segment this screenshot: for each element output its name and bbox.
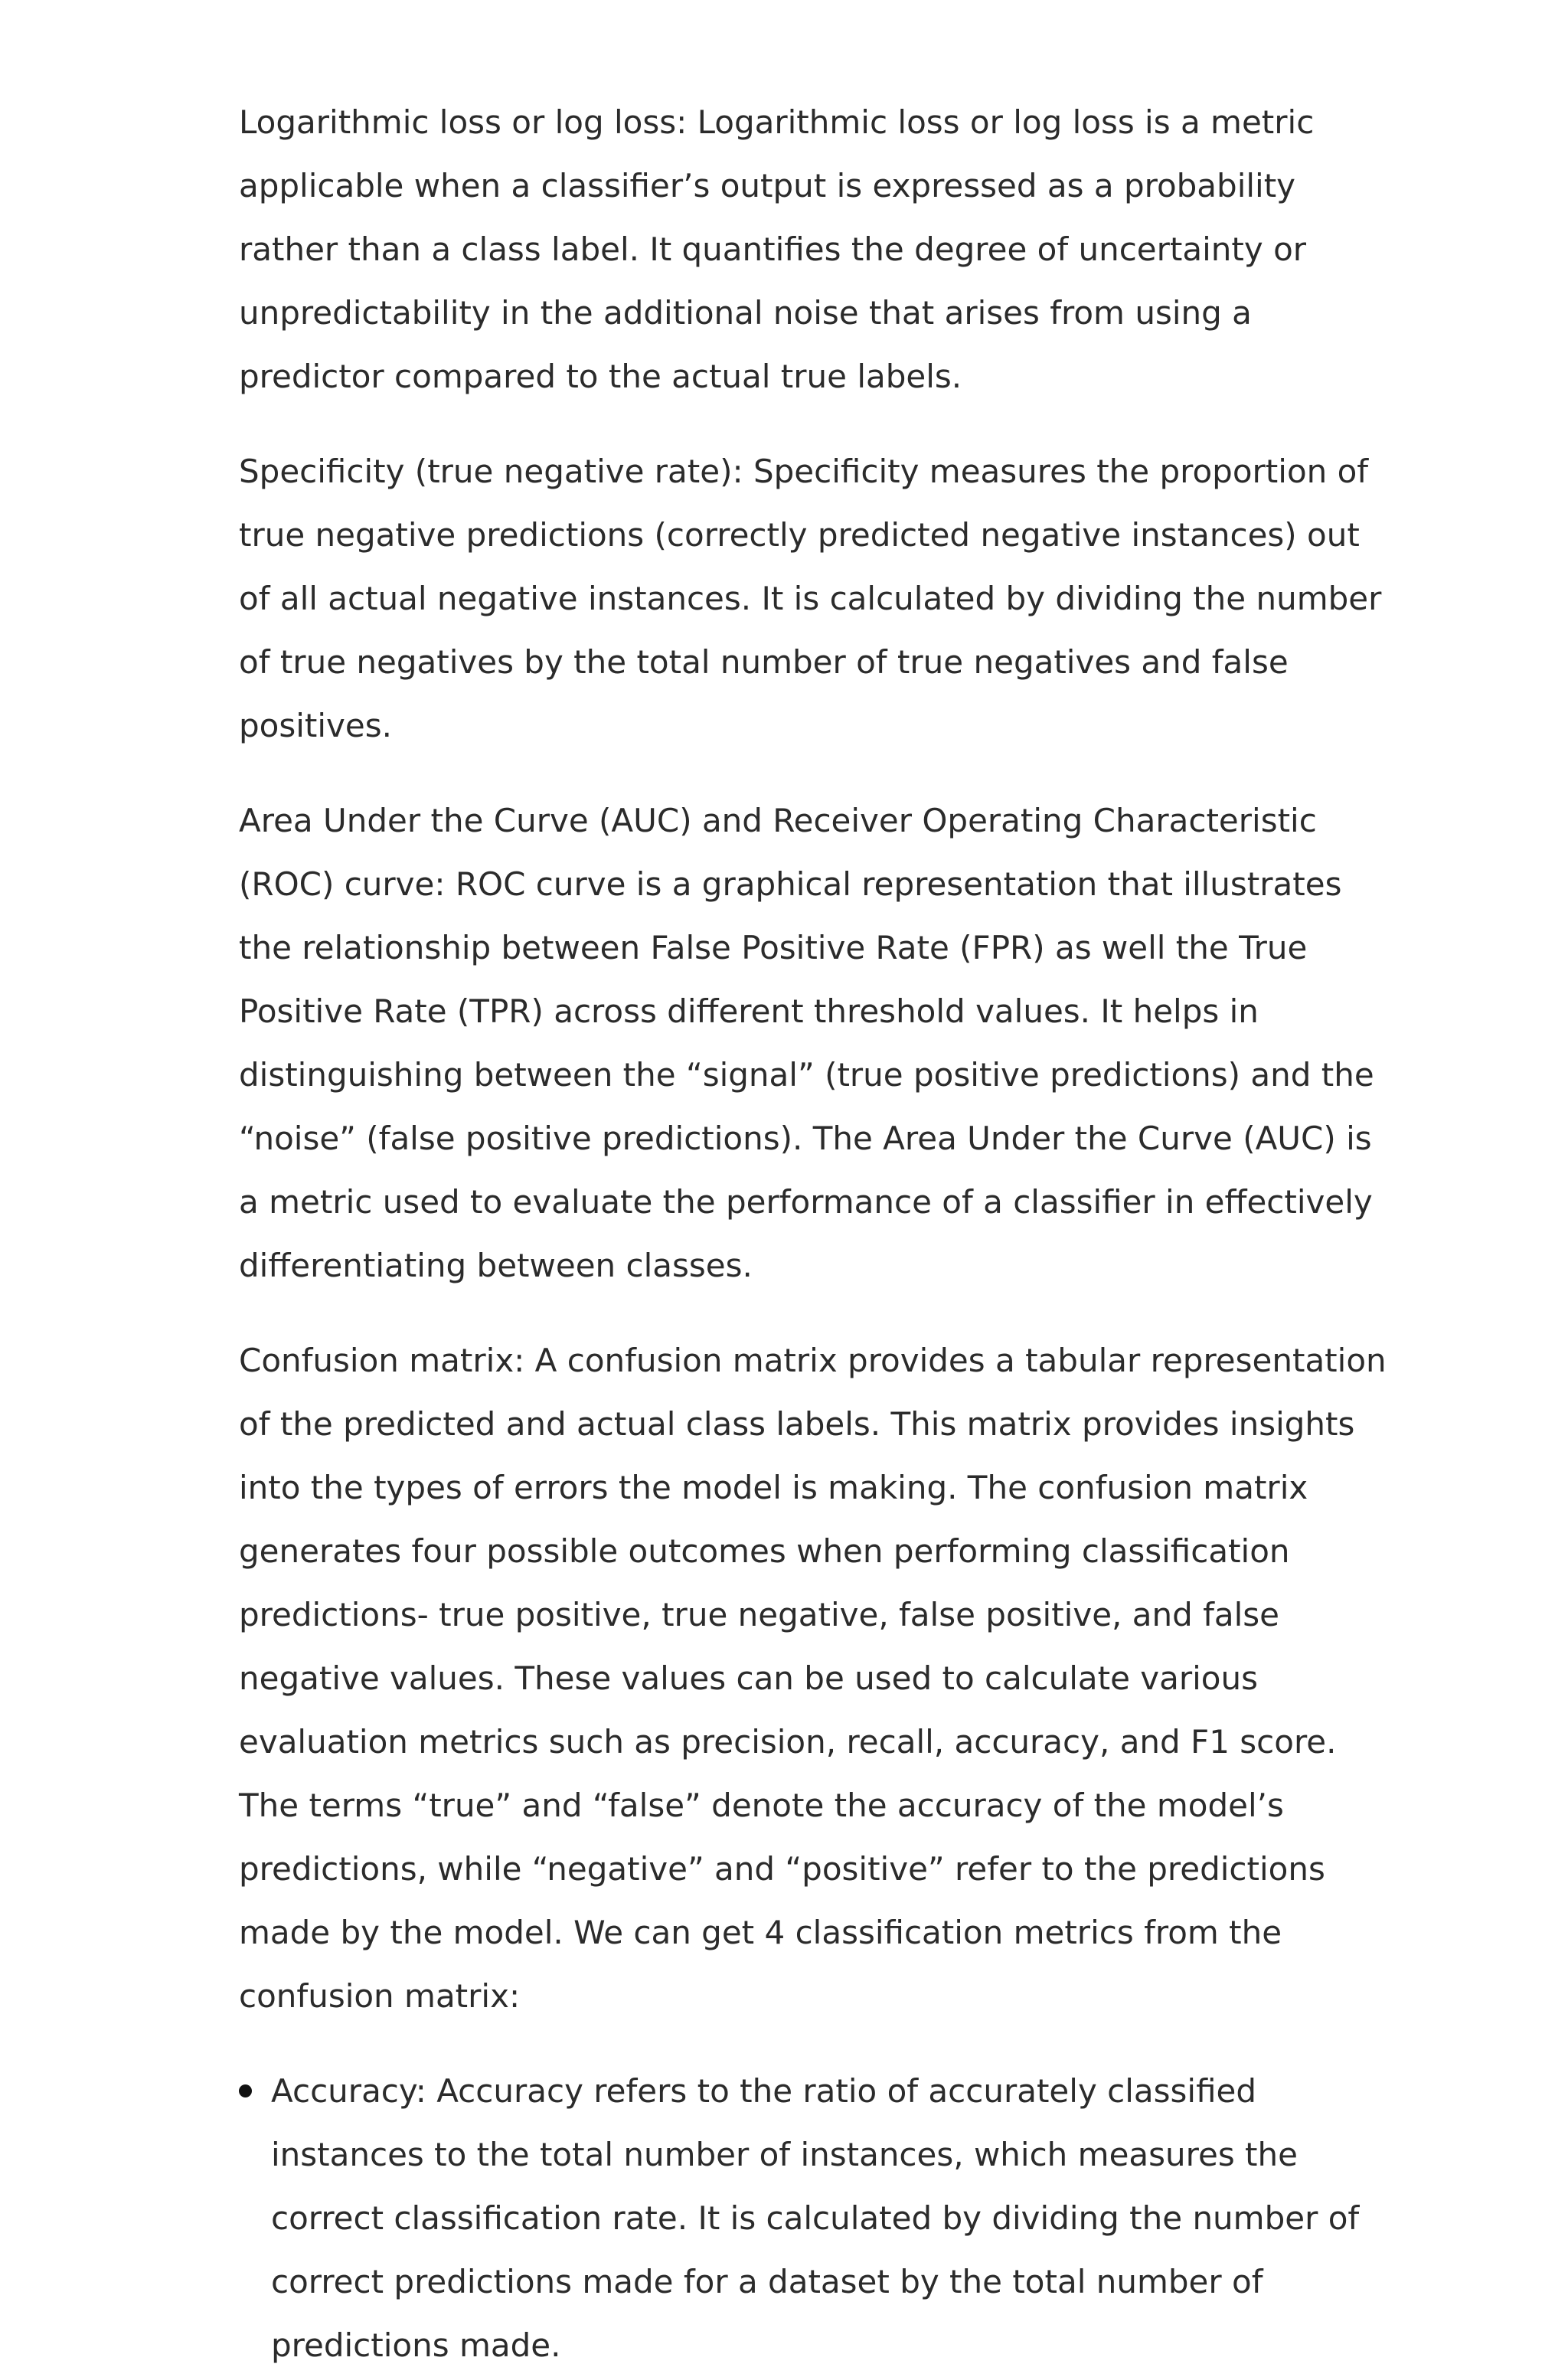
paragraph-auc-roc: Area Under the Curve (AUC) and Receiver Operating Characteristic (ROC) curve: ROC curve is a graphical representation that illustrates the relationship between False Positive Rate (FPR) as well the True Positive Rate (TPR) across different threshold values. It helps in distinguishing between the “signal” (true positive predictions) and the “noise” (false positive predictions). The Area Under the Curve (AUC) is a metric used to evaluate the performance of a classifier in effectively differentiating between classes. [239, 802, 1374, 1284]
metrics-bullet-list [239, 2059, 1387, 2377]
list-item-accuracy [239, 2059, 1387, 2377]
bullet-icon [239, 2084, 252, 2097]
list-item-text: Accuracy: Accuracy refers to the ratio of accurately classified instances to the total number of instances, which measures the correct classification rate. It is calculated by dividing the number of correct predictions made for a dataset by the total number of predictions made. [271, 2072, 1360, 2364]
paragraph-confusion-matrix: Confusion matrix: A confusion matrix provides a tabular representation of the predicted and actual class labels. This matrix provides insights into the types of errors the model is making. The confusion matrix generates four possible outcomes when performing classification predictions- true positive, true negative, false positive, and false negative values. These values can be used to calculate various evaluation metrics such as precision, recall, accuracy, and F1 score. The terms “true” and “false” denote the accuracy of the model’s predictions, while “negative” and “positive” refer to the predictions made by the model. We can get 4 classification metrics from the confusion matrix: [239, 1342, 1387, 2015]
paragraph-log-loss: Logarithmic loss or log loss: Logarithmic loss or log loss is a metric applicable when a classifier’s output is expressed as a probability rather than a class label. It quantifies the degree of uncertainty or unpredictability in the additional noise that arises from using a predictor compared to the actual true labels. [239, 103, 1315, 395]
paragraph-specificity: Specificity (true negative rate): Specificity measures the proportion of true negative predictions (correctly predicted negative instances) out of all actual negative instances. It is calculated by dividing the number of true negatives by the total number of true negatives and false positives. [239, 453, 1382, 744]
document-page [239, 90, 1387, 2377]
